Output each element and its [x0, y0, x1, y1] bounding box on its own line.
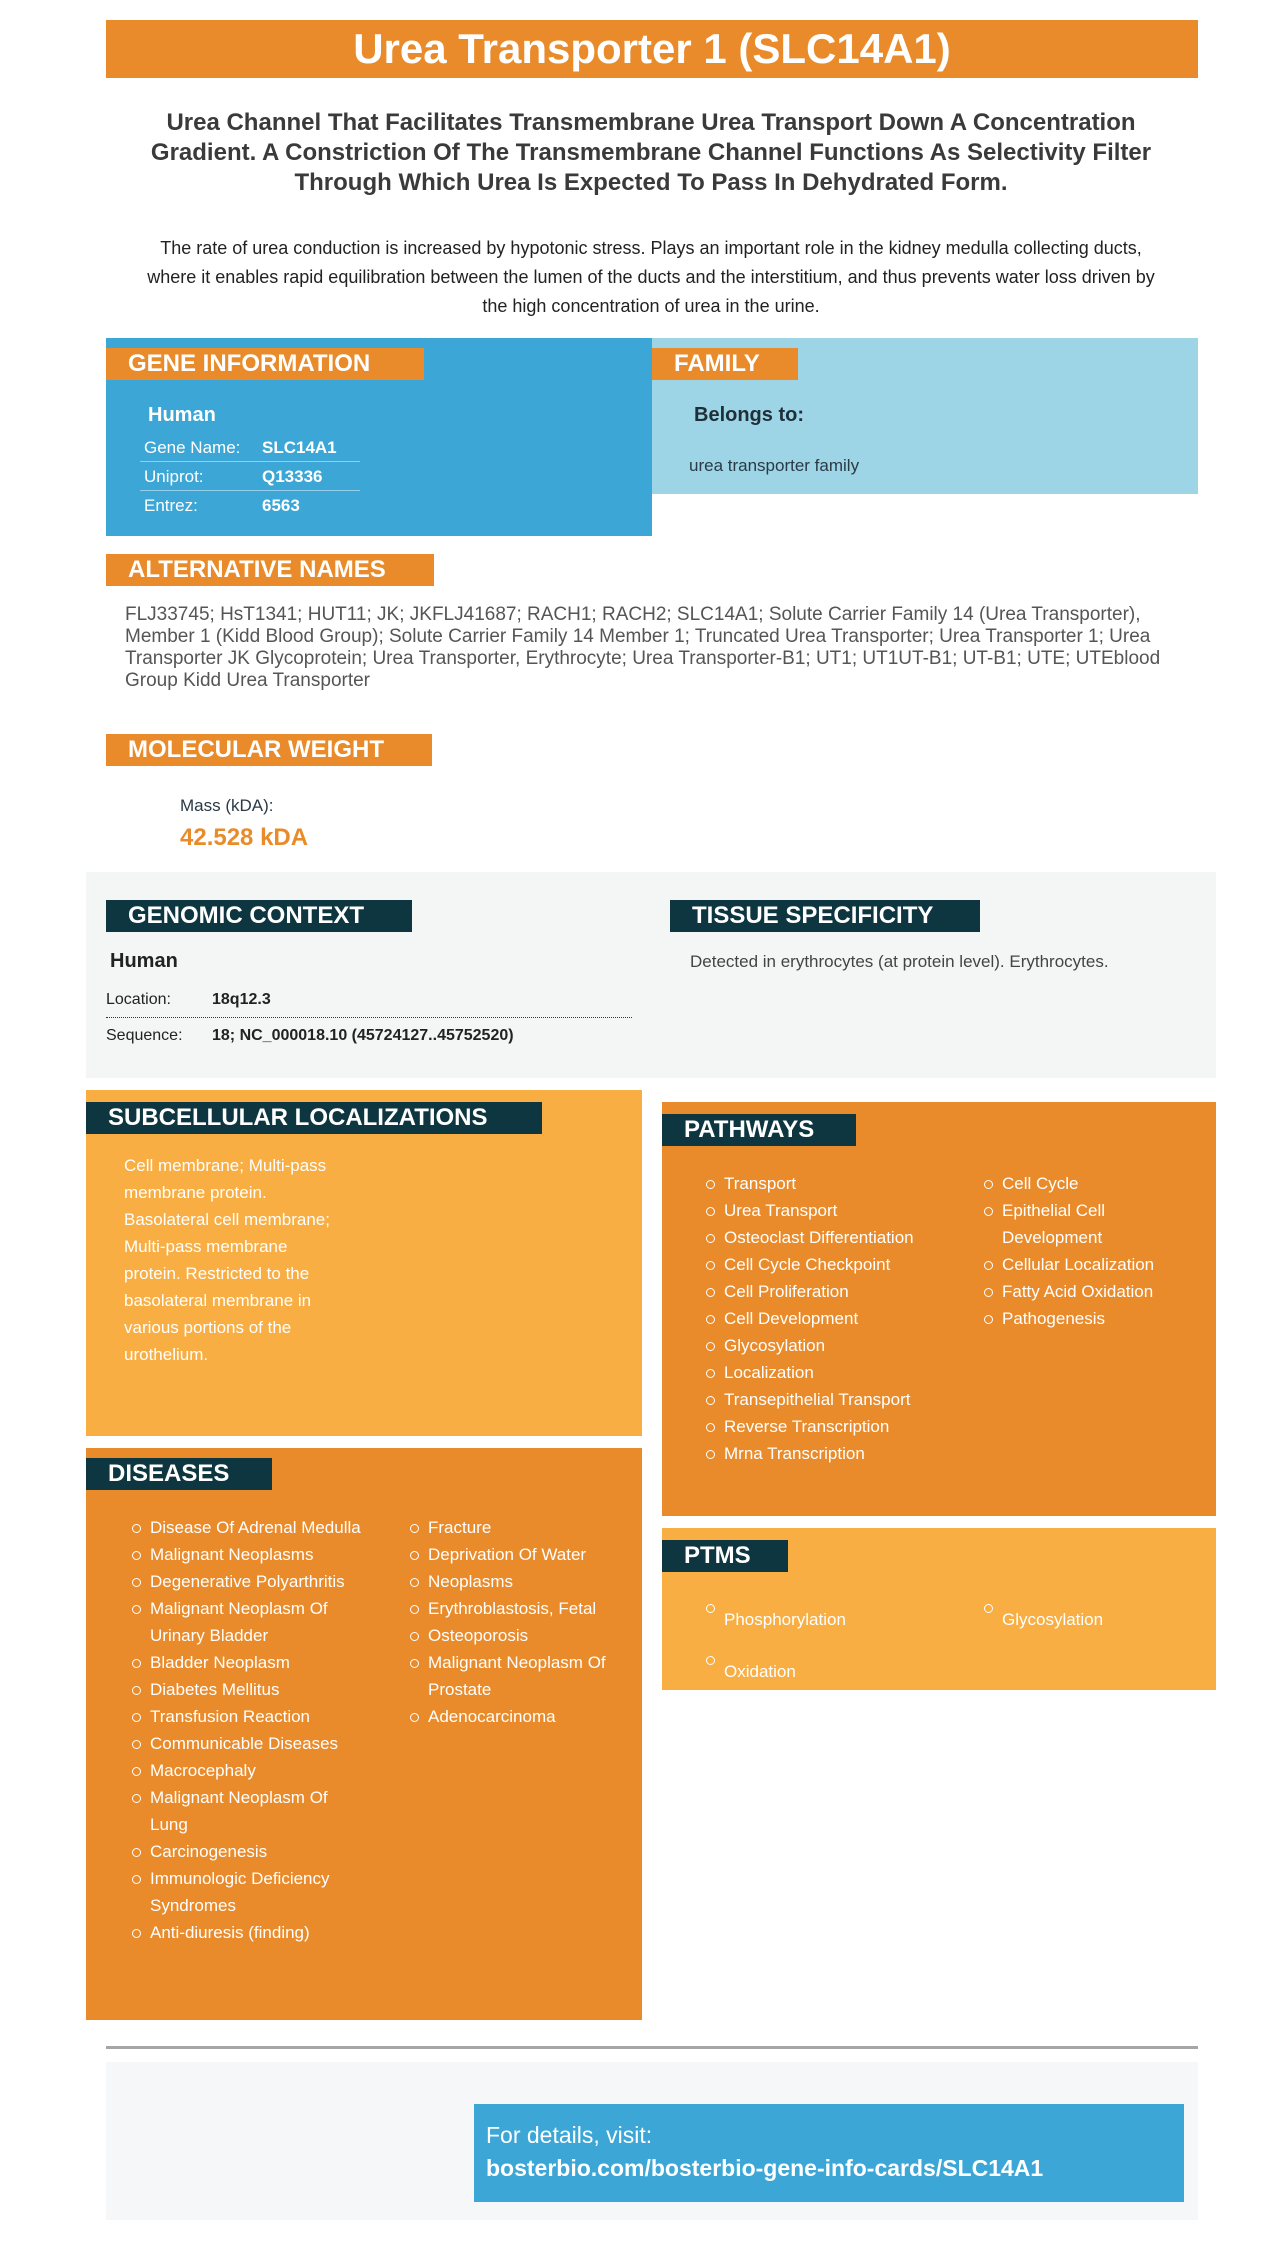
- pathway-item: Fatty Acid Oxidation: [984, 1278, 1204, 1305]
- diseases-list-col2: [410, 1514, 630, 1730]
- alt-names-text: FLJ33745; HsT1341; HUT11; JK; JKFLJ41687; RACH1; RACH2; SLC14A1; Solute Carrier Family 14 (Urea Transporter), Member 1 (Kidd Blood Group); Solute Carrier Family 14 Member 1; Truncated Urea Transporter; Urea Transporter 1; Urea Transporter JK Glycoprotein; Urea Transporter, Erythrocyte; Urea Transporter-B1; UT1; UT1UT-B1; UT-B1; UTE; UTEblood Group Kidd Urea Transporter: [125, 604, 1161, 691]
- pathway-item: Cell Cycle Checkpoint: [706, 1251, 946, 1278]
- location-row: [106, 982, 632, 1018]
- disease-item: Disease Of Adrenal Medulla: [132, 1514, 362, 1541]
- details-link[interactable]: bosterbio.com/bosterbio-gene-info-cards/SLC14A1: [486, 2155, 1044, 2181]
- ptms-list-col1: [706, 1594, 946, 1698]
- disease-item: Carcinogenesis: [132, 1838, 362, 1865]
- sequence-label: Sequence:: [106, 1027, 183, 1044]
- pathway-item: Cell Development: [706, 1305, 946, 1332]
- disease-item: Degenerative Polyarthritis: [132, 1568, 362, 1595]
- ptm-item: Phosphorylation: [706, 1594, 946, 1646]
- pathway-item: Cell Cycle: [984, 1170, 1204, 1197]
- disease-item: Immunologic Deficiency Syndromes: [132, 1865, 362, 1919]
- pathway-item: Osteoclast Differentiation: [706, 1224, 946, 1251]
- family-value: urea transporter family: [689, 456, 860, 475]
- pathway-item: Glycosylation: [706, 1332, 946, 1359]
- genomic-context-heading: GENOMIC CONTEXT: [106, 900, 412, 932]
- sequence-value: 18; NC_000018.10 (45724127..45752520): [212, 1027, 514, 1044]
- pathway-item: Urea Transport: [706, 1197, 946, 1224]
- entrez-value: 6563: [262, 496, 300, 515]
- disease-item: Communicable Diseases: [132, 1730, 362, 1757]
- disease-item: Osteoporosis: [410, 1622, 630, 1649]
- disease-item: Neoplasms: [410, 1568, 630, 1595]
- gene-name-label: Gene Name:: [144, 438, 241, 457]
- disease-item: Erythroblastosis, Fetal: [410, 1595, 630, 1622]
- entrez-label: Entrez:: [144, 496, 198, 515]
- disease-item: Adenocarcinoma: [410, 1703, 630, 1730]
- location-label: Location:: [106, 991, 171, 1008]
- subcellular-heading: SUBCELLULAR LOCALIZATIONS: [86, 1102, 542, 1134]
- disease-item: Macrocephaly: [132, 1757, 362, 1784]
- pathway-item: Localization: [706, 1359, 946, 1386]
- disease-item: Malignant Neoplasms: [132, 1541, 362, 1568]
- disease-item: Malignant Neoplasm Of Urinary Bladder: [132, 1595, 362, 1649]
- disease-item: Anti-diuresis (finding): [132, 1919, 362, 1946]
- mass-label: Mass (kDA):: [180, 796, 274, 815]
- pathway-item: Cellular Localization: [984, 1251, 1204, 1278]
- disease-item: Bladder Neoplasm: [132, 1649, 362, 1676]
- gene-info-heading: GENE INFORMATION: [106, 348, 424, 380]
- sequence-row: [106, 1018, 632, 1054]
- subcellular-text: Cell membrane; Multi-pass membrane protein. Basolateral cell membrane; Multi-pass membrane protein. Restricted to the basolateral membrane in various portions of the urothelium.: [124, 1156, 330, 1364]
- ptms-list-col2: [984, 1594, 1184, 1646]
- entrez-row: [140, 492, 360, 520]
- protein-summary: Urea Channel That Facilitates Transmembrane Urea Transport Down A Concentration Gradient. A Constriction Of The Transmembrane Channel Functions As Selectivity Filter Through Which Urea Is Expected To Pass In Dehydrated Form.: [150, 109, 1152, 196]
- tissue-text: Detected in erythrocytes (at protein level). Erythrocytes.: [690, 952, 1109, 971]
- details-callout[interactable]: [474, 2104, 1184, 2202]
- footer-divider: [106, 2046, 1198, 2049]
- disease-item: Deprivation Of Water: [410, 1541, 630, 1568]
- mass-value: 42.528 kDA: [180, 824, 309, 851]
- pathway-item: Pathogenesis: [984, 1305, 1204, 1332]
- ptm-item: Glycosylation: [984, 1594, 1184, 1646]
- tissue-heading: TISSUE SPECIFICITY: [670, 900, 980, 932]
- pathways-list-col1: [706, 1170, 946, 1467]
- location-value: 18q12.3: [212, 991, 271, 1008]
- disease-item: Diabetes Mellitus: [132, 1676, 362, 1703]
- pathway-item: Transport: [706, 1170, 946, 1197]
- gene-name-row: [140, 434, 360, 462]
- disease-item: Transfusion Reaction: [132, 1703, 362, 1730]
- page-title: Urea Transporter 1 (SLC14A1): [106, 20, 1198, 78]
- disease-item: Malignant Neoplasm Of Lung: [132, 1784, 362, 1838]
- uniprot-value: Q13336: [262, 467, 323, 486]
- details-visit-label: For details, visit:: [486, 2122, 653, 2148]
- diseases-heading: DISEASES: [86, 1458, 272, 1490]
- genomic-species: Human: [110, 950, 178, 972]
- gene-name-value: SLC14A1: [262, 438, 337, 457]
- pathways-list-col2: [984, 1170, 1204, 1332]
- disease-item: Malignant Neoplasm Of Prostate: [410, 1649, 630, 1703]
- diseases-list-col1: [132, 1514, 362, 1946]
- uniprot-label: Uniprot:: [144, 467, 204, 486]
- protein-description: The rate of urea conduction is increased by hypotonic stress. Plays an important role in the kidney medulla collecting ducts, where it enables rapid equilibration between the lumen of the ducts and the interstitium, and thus prevents water loss driven by the high concentration of urea in the urine.: [147, 238, 1155, 316]
- pathway-item: Transepithelial Transport: [706, 1386, 946, 1413]
- alt-names-heading: ALTERNATIVE NAMES: [106, 554, 434, 586]
- ptm-item: Oxidation: [706, 1646, 946, 1698]
- molecular-weight-heading: MOLECULAR WEIGHT: [106, 734, 432, 766]
- pathways-heading: PATHWAYS: [662, 1114, 856, 1146]
- ptms-heading: PTMS: [662, 1540, 788, 1572]
- pathway-item: Reverse Transcription: [706, 1413, 946, 1440]
- disease-item: Fracture: [410, 1514, 630, 1541]
- family-belongs-label: Belongs to:: [694, 404, 804, 426]
- pathway-item: Mrna Transcription: [706, 1440, 946, 1467]
- pathway-item: Cell Proliferation: [706, 1278, 946, 1305]
- pathway-item: Epithelial Cell Development: [984, 1197, 1204, 1251]
- family-heading: FAMILY: [652, 348, 798, 380]
- gene-info-species: Human: [148, 404, 216, 426]
- uniprot-row: [140, 463, 360, 491]
